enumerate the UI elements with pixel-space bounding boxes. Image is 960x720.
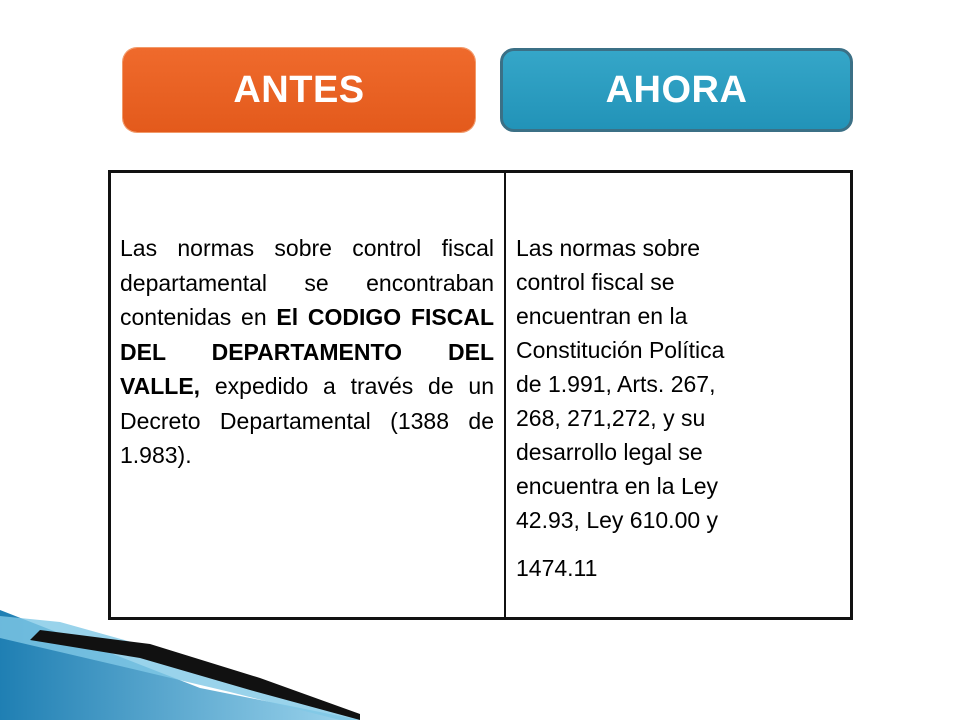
antes-text (120, 231, 494, 473)
antes-label: ANTES (233, 68, 365, 111)
antes-text-start: Las normas sobre control fiscal departamental se encontraban contenidas en (120, 235, 494, 330)
ahora-cell (506, 173, 850, 617)
ahora-text: Las normas sobre control fiscal se encuentran en la Constitución Política de 1.991, Arts. 267, 268, 271,272, y su desarrollo legal se encuentra en la Ley 42.93, Ley 610.00 y (516, 235, 725, 533)
antes-cell (111, 173, 506, 617)
antes-text-bold: El CODIGO FISCAL DEL DEPARTAMENTO DEL VALLE, (120, 304, 494, 399)
ahora-text-tail: 1474.11 (516, 555, 598, 581)
comparison-table (108, 170, 853, 620)
ahora-label: AHORA (605, 68, 748, 111)
decorative-swoosh (0, 600, 380, 720)
antes-text-end: expedido a través de un Decreto Departamental (1388 de 1.983). (120, 373, 494, 468)
antes-header (123, 48, 475, 132)
ahora-header (500, 48, 853, 132)
